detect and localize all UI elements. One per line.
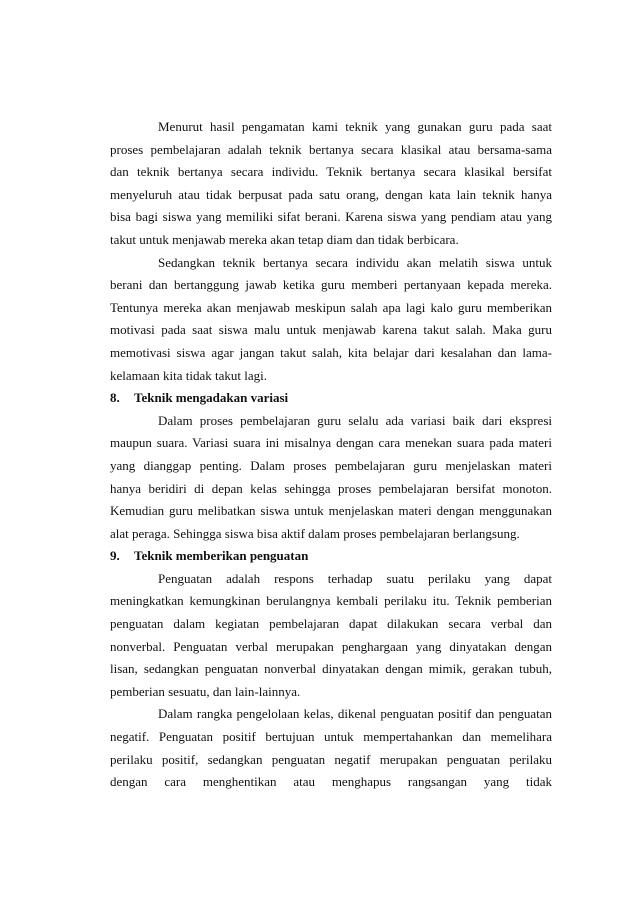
text-line: lisan, sedangkan penguatan nonverbal dinyatakan dengan mimik, gerakan tubuh, bbox=[110, 661, 552, 677]
section-heading-8 bbox=[110, 387, 552, 410]
paragraph-5 bbox=[110, 703, 552, 793]
text-line: perilaku positif, sedangkan penguatan negatif merupakan penguatan perilaku bbox=[110, 751, 552, 767]
text-line: motivasi pada saat siswa malu untuk menjawab karena takut salah. Maka guru bbox=[110, 322, 552, 338]
paragraph-1 bbox=[110, 116, 552, 252]
text-line: memotivasi siswa agar jangan takut salah, kita belajar dari kesalahan dan lama- bbox=[110, 344, 552, 360]
section-number: 8. bbox=[110, 390, 120, 406]
text-line: Menurut hasil pengamatan kami teknik yang gunakan guru pada saat bbox=[158, 119, 552, 134]
text-line: Dalam rangka pengelolaan kelas, dikenal penguatan positif dan penguatan bbox=[158, 706, 552, 722]
text-line: dan teknik bertanya secara individu. Teknik bertanya secara klasikal bersifat bbox=[110, 164, 552, 180]
section-title: Teknik mengadakan variasi bbox=[134, 390, 289, 406]
paragraph-4 bbox=[110, 568, 552, 704]
text-line: negatif. Penguatan positif bertujuan untuk mempertahankan dan memelihara bbox=[110, 729, 552, 745]
text-line: proses pembelajaran adalah teknik bertanya secara klasikal atau bersama-sama bbox=[110, 141, 552, 157]
section-heading-9 bbox=[110, 545, 552, 568]
text-line: menyeluruh atau tidak berpusat pada satu orang, dengan kata lain teknik hanya bbox=[110, 186, 552, 202]
text-line: pemberian sesuatu, dan lain-lainnya. bbox=[110, 683, 301, 699]
paragraph-3 bbox=[110, 410, 552, 546]
text-line: yang dianggap penting. Dalam proses pembelajaran guru menjelaskan materi bbox=[110, 457, 552, 473]
section-title: Teknik memberikan penguatan bbox=[134, 548, 309, 564]
text-line: kelamaan kita tidak takut lagi. bbox=[110, 367, 268, 383]
text-line: Penguatan adalah respons terhadap suatu perilaku yang dapat bbox=[158, 570, 552, 586]
text-line: Sedangkan teknik bertanya secara individu akan melatih siswa untuk bbox=[158, 254, 552, 270]
text-line: penguatan dalam kegiatan pembelajaran dapat dilakukan secara verbal dan bbox=[110, 616, 552, 632]
text-line: hanya beridiri di depan kelas sehingga proses pembelajaran bersifat monoton. bbox=[110, 480, 552, 496]
text-line: bisa bagi siswa yang memiliki sifat berani. Karena siswa yang pendiam atau yang bbox=[110, 209, 552, 225]
text-line: Kemudian guru melibatkan siswa untuk menjelaskan materi dengan menggunakan bbox=[110, 503, 552, 519]
text-line: berani dan bertanggung jawab ketika guru memberi pertanyaan kepada mereka. bbox=[110, 277, 552, 293]
text-line: Dalam proses pembelajaran guru selalu ada variasi baik dari ekspresi bbox=[158, 412, 552, 428]
paragraph-2 bbox=[110, 252, 552, 388]
text-line: meningkatkan kemungkinan berulangnya kembali perilaku itu. Teknik pemberian bbox=[110, 593, 552, 609]
text-line: maupun suara. Variasi suara ini misalnya dengan cara menekan suara pada materi bbox=[110, 435, 552, 451]
text-line: takut untuk menjawab mereka akan tetap diam dan tidak berbicara. bbox=[110, 231, 459, 247]
text-line: alat peraga. Sehingga siswa bisa aktif dalam proses pembelajaran berlangsung. bbox=[110, 525, 520, 541]
text-line: nonverbal. Penguatan verbal merupakan penghargaan yang dinyatakan dengan bbox=[110, 638, 552, 654]
text-line: Tentunya mereka akan menjawab meskipun salah apa lagi kalo guru memberikan bbox=[110, 299, 552, 315]
section-number: 9. bbox=[110, 548, 120, 564]
text-line: dengan cara menghentikan atau menghapus rangsangan yang tidak bbox=[110, 774, 552, 790]
